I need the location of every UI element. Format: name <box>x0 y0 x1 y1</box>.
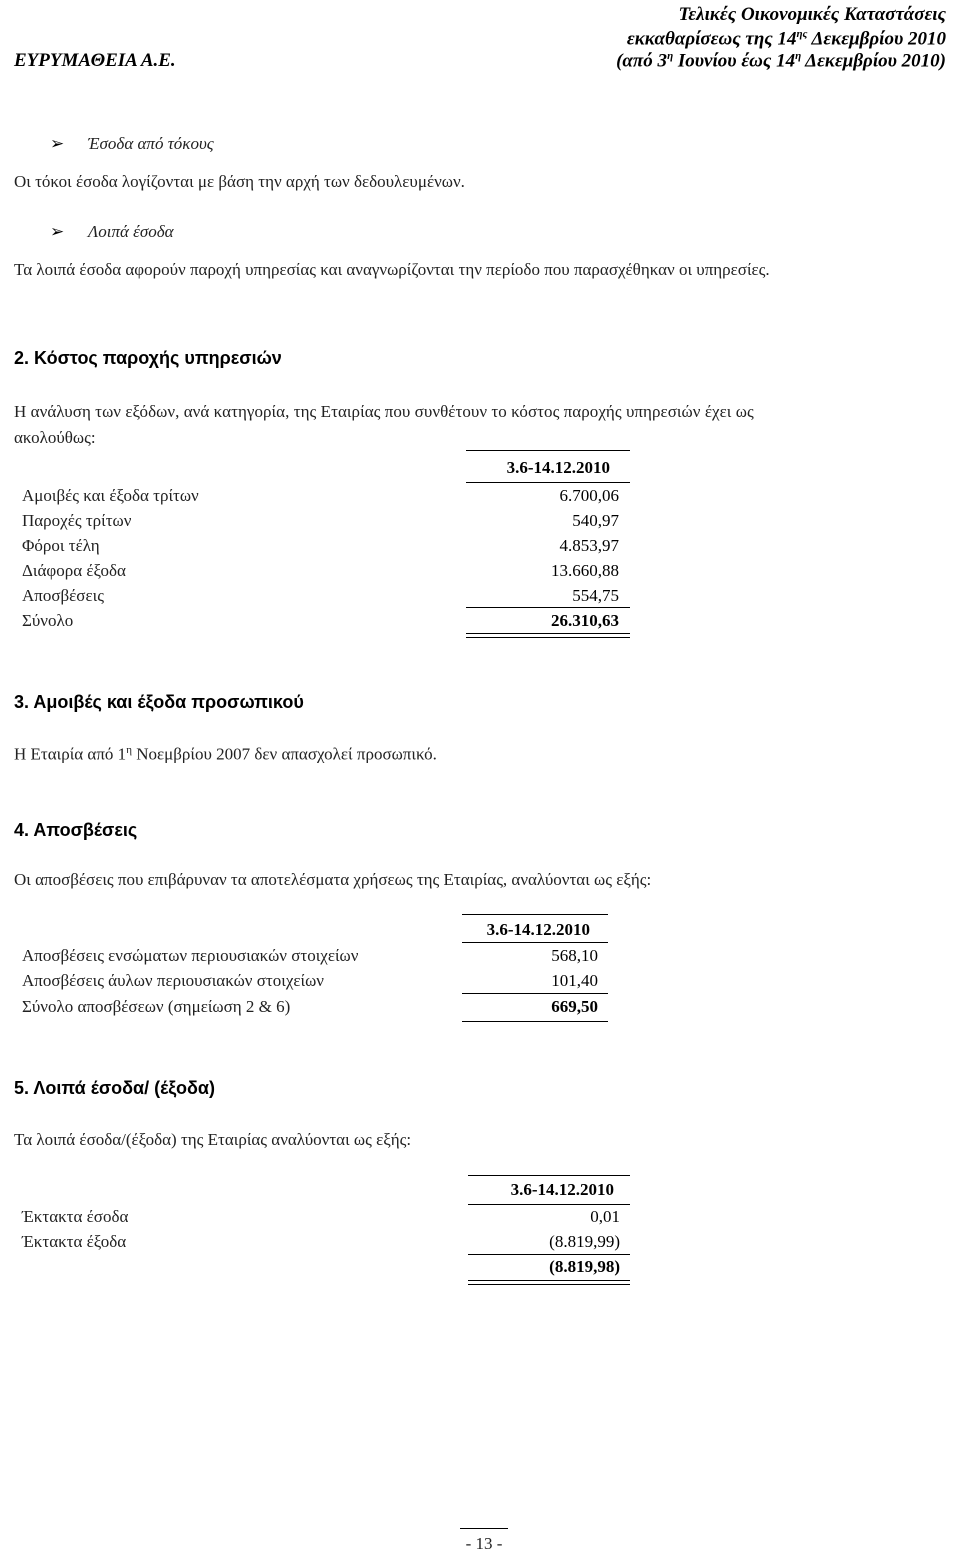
table-header-rule <box>466 482 630 483</box>
section5-total-value: (8.819,98) <box>549 1257 620 1276</box>
section5-row-value: 0,01 <box>590 1207 620 1226</box>
section2-text-line2: ακολούθως: <box>14 428 96 447</box>
section5-title: 5. Λοιπά έσοδα/ (έξοδα) <box>14 1078 215 1098</box>
section2-row-label: Αποσβέσεις <box>22 586 104 605</box>
header-title: Τελικές Οικονομικές Καταστάσεις <box>678 4 946 25</box>
section3-text: Η Εταιρία από $1^\eta$ Νοεμβρίου 2007 δεν απασχολεί προσωπικό. <box>14 744 437 764</box>
table-total-double-rule <box>466 633 630 638</box>
section4-text: Οι αποσβέσεις που επιβάρυναν τα αποτελέσματα χρήσεως της Εταιρίας, αναλύονται ως εξής: <box>14 870 652 889</box>
section5-row-value: (8.819,99) <box>549 1232 620 1251</box>
table-top-rule <box>468 1175 630 1176</box>
page-number: - 13 - <box>465 1534 503 1553</box>
section2-row-label: Παροχές τρίτων <box>22 511 132 530</box>
section2-title: 2. Κόστος παροχής υπηρεσιών <box>14 348 282 368</box>
header-company: ΕΥΡΥΜΑΘΕΙΑ Α.Ε. <box>14 50 176 71</box>
table-top-rule <box>466 450 630 451</box>
section2-row-label: Φόροι τέλη <box>22 536 100 555</box>
section5-row-label: Έκτακτα έξοδα <box>22 1232 127 1251</box>
section4-row-value: 101,40 <box>551 971 598 990</box>
table-header-rule <box>468 1204 630 1205</box>
section4-row-label: Αποσβέσεις άυλων περιουσιακών στοιχείων <box>22 971 324 990</box>
section2-row-value: 554,75 <box>572 586 619 605</box>
section2-text-line1: Η ανάλυση των εξόδων, ανά κατηγορία, της Εταιρίας που συνθέτουν το κόστος παροχής υπηρεσιών έχει ως <box>14 402 754 421</box>
table-subtotal-rule <box>466 607 630 608</box>
bullet-arrow-icon: ➢ <box>50 222 65 241</box>
table-subtotal-rule <box>468 1254 630 1255</box>
footer-rule <box>460 1528 508 1529</box>
section4-total-value: 669,50 <box>551 997 598 1016</box>
section5-text: Τα λοιπά έσοδα/(έξοδα) της Εταιρίας αναλύονται ως εξής: <box>14 1130 412 1149</box>
section4-row-label: Αποσβέσεις ενσώματων περιουσιακών στοιχείων <box>22 946 359 965</box>
table-header-rule <box>462 942 608 943</box>
bullet-arrow-icon: ➢ <box>50 134 65 153</box>
section2-row-value: 4.853,97 <box>559 536 619 555</box>
section3-title: 3. Αμοιβές και έξοδα προσωπικού <box>14 692 304 712</box>
section2-total-label: Σύνολο <box>22 611 74 630</box>
section5-row-label: Έκτακτα έσοδα <box>22 1207 129 1226</box>
section2-row-value: 13.660,88 <box>551 561 619 580</box>
section2-row-value: 6.700,06 <box>559 486 619 505</box>
section4-column-header: 3.6-14.12.2010 <box>486 920 590 939</box>
section2-row-label: Διάφορα έξοδα <box>22 561 126 580</box>
section2-row-label: Αμοιβές και έξοδα τρίτων <box>22 486 199 505</box>
table-total-rule <box>462 1021 608 1022</box>
section4-total-label: Σύνολο αποσβέσεων (σημείωση 2 & 6) <box>22 997 291 1016</box>
table-total-double-rule <box>468 1280 630 1285</box>
header-period: (από $3^\eta$ Ιουνίου έως $14^\eta$ Δεκεμβρίου 2010) <box>616 50 946 72</box>
other-income-text: Τα λοιπά έσοδα αφορούν παροχή υπηρεσίας και αναγνωρίζονται την περίοδο που παρασχέθηκαν οι υπηρεσίες. <box>14 260 770 279</box>
header-subtitle: εκκαθαρίσεως της $14^{\eta\varsigma}$ Δεκεμβρίου 2010 <box>626 28 946 50</box>
section4-title: 4. Αποσβέσεις <box>14 820 138 840</box>
table-subtotal-rule <box>462 993 608 994</box>
section5-column-header: 3.6-14.12.2010 <box>510 1180 614 1199</box>
table-top-rule <box>462 914 608 915</box>
interest-heading: Έσοδα από τόκους <box>88 134 214 153</box>
section2-total-value: 26.310,63 <box>551 611 619 630</box>
interest-text: Οι τόκοι έσοδα λογίζονται με βάση την αρχή των δεδουλευμένων. <box>14 172 465 191</box>
section2-column-header: 3.6-14.12.2010 <box>506 458 610 477</box>
section2-row-value: 540,97 <box>572 511 619 530</box>
section4-row-value: 568,10 <box>551 946 598 965</box>
other-income-heading: Λοιπά έσοδα <box>88 222 174 241</box>
